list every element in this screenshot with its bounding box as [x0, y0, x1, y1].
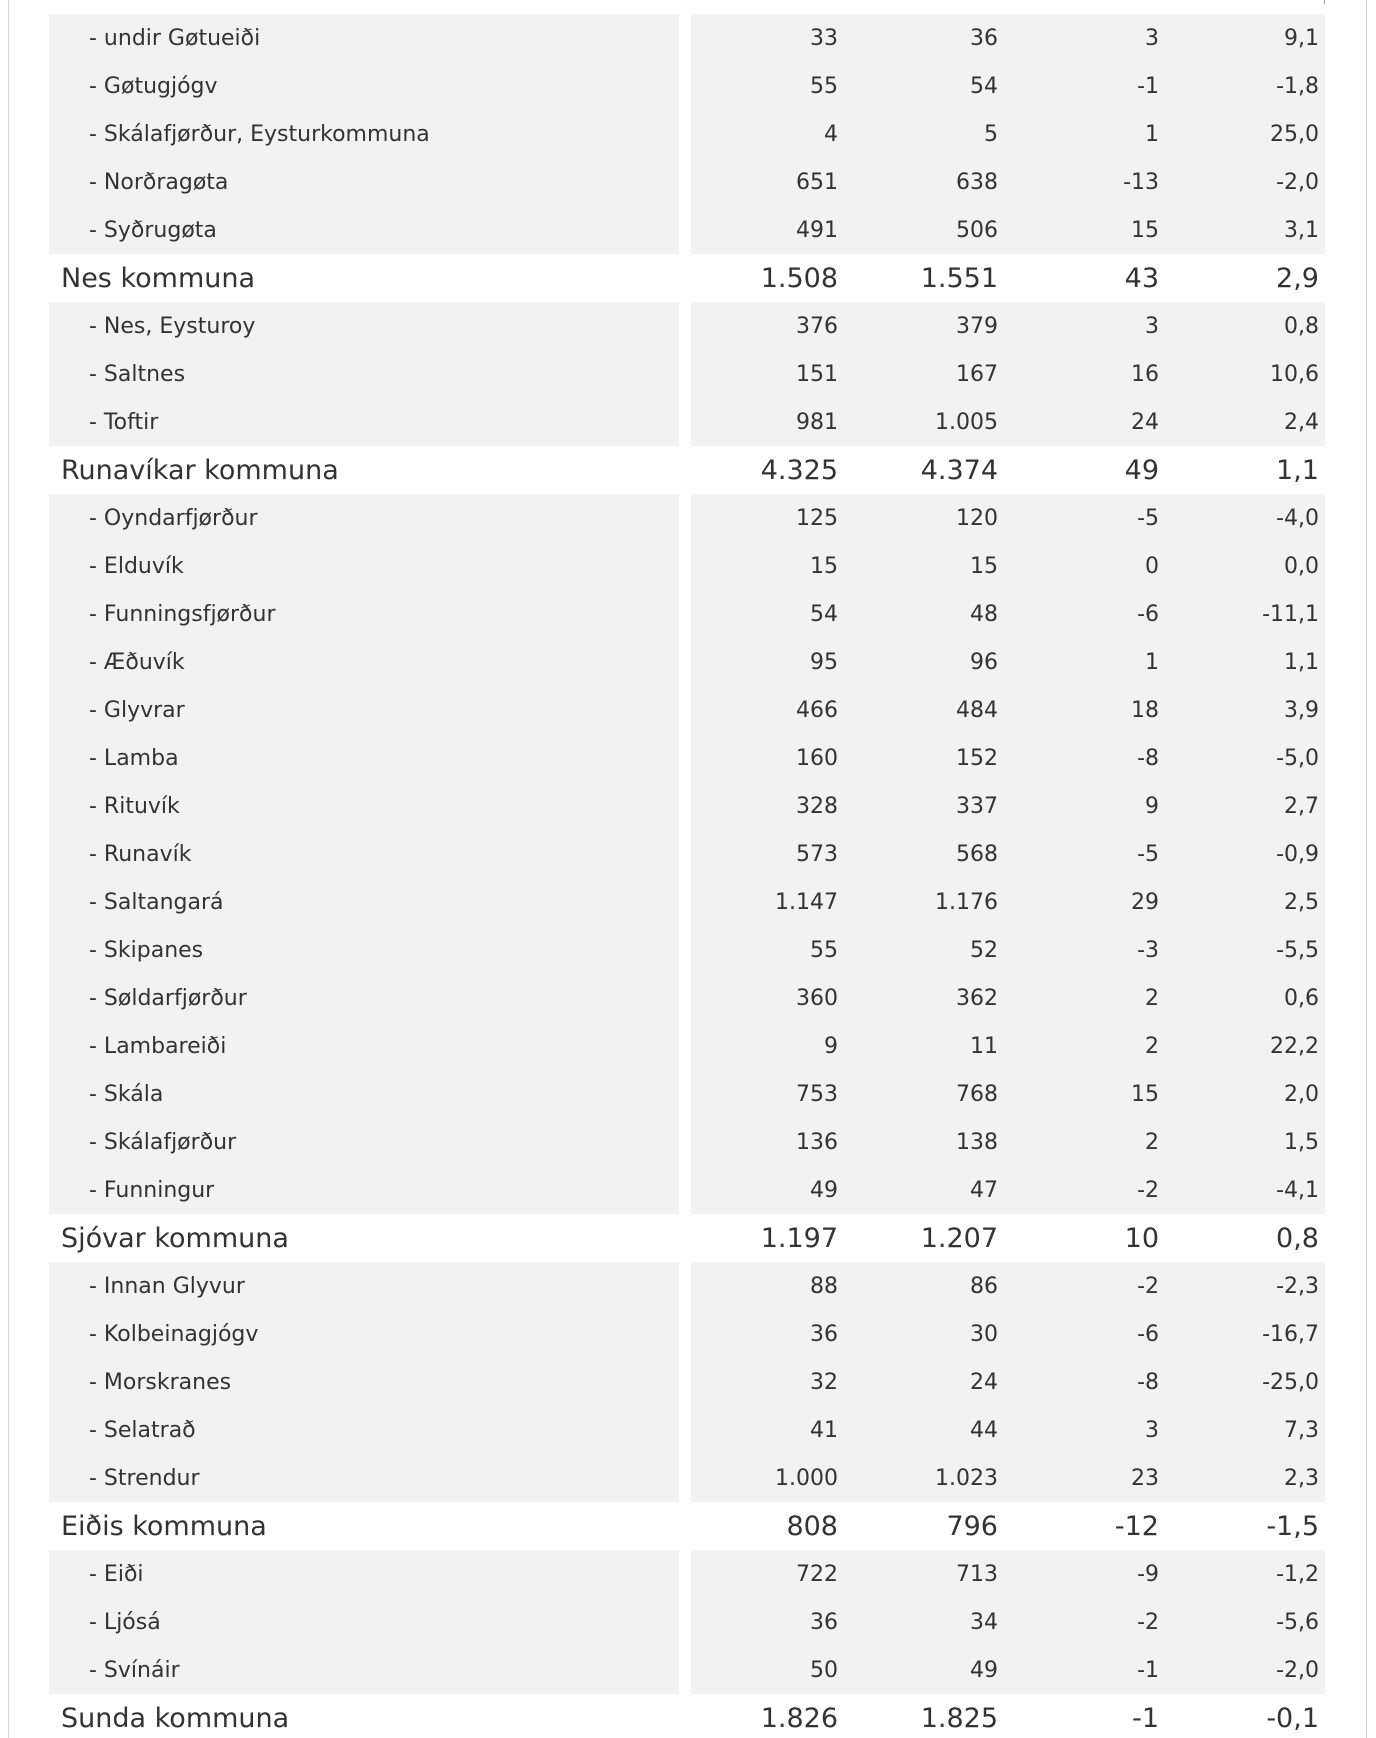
value-percent-change: -25,0 — [1262, 1369, 1319, 1395]
row-values — [691, 1454, 1325, 1502]
table-row-municipality — [49, 1502, 1325, 1550]
value-first-year: 573 — [796, 841, 838, 867]
value-change: -8 — [1137, 745, 1159, 771]
value-first-year: 160 — [796, 745, 838, 771]
value-percent-change: -4,0 — [1276, 505, 1319, 531]
value-change: -2 — [1137, 1177, 1159, 1203]
row-name: Sunda kommuna — [61, 1702, 290, 1734]
value-change: -1 — [1132, 1702, 1159, 1734]
table-row-village — [49, 1406, 1325, 1454]
value-change: 1 — [1145, 649, 1159, 675]
value-percent-change: 0,6 — [1284, 985, 1319, 1011]
value-change: 24 — [1131, 409, 1159, 435]
value-second-year: 49 — [970, 1657, 998, 1683]
value-first-year: 1.147 — [775, 889, 838, 915]
table-row-village — [49, 1310, 1325, 1358]
table-row-village — [49, 686, 1325, 734]
table-row-village — [49, 206, 1325, 254]
value-change: 2 — [1145, 985, 1159, 1011]
value-change: 15 — [1131, 217, 1159, 243]
row-values — [691, 734, 1325, 782]
row-values — [691, 302, 1325, 350]
row-name: - Toftir — [49, 398, 679, 446]
row-name: Eiðis kommuna — [61, 1510, 267, 1542]
row-name: - Skálafjørður, Eysturkommuna — [49, 110, 679, 158]
value-second-year: 379 — [956, 313, 998, 339]
value-first-year: 88 — [810, 1273, 838, 1299]
row-values — [691, 1310, 1325, 1358]
row-values — [691, 1598, 1325, 1646]
value-first-year: 32 — [810, 1369, 838, 1395]
table-row-village — [49, 110, 1325, 158]
table-row-village — [49, 782, 1325, 830]
row-values — [691, 62, 1325, 110]
value-second-year: 1.207 — [920, 1222, 998, 1254]
value-first-year: 54 — [810, 601, 838, 627]
value-first-year: 4 — [824, 121, 838, 147]
row-name: - Gøtugjógv — [49, 62, 679, 110]
value-percent-change: 9,1 — [1284, 25, 1319, 51]
value-change: 43 — [1124, 262, 1159, 294]
row-values — [691, 542, 1325, 590]
value-change: 16 — [1131, 361, 1159, 387]
value-percent-change: 1,1 — [1276, 454, 1319, 486]
value-percent-change: 0,8 — [1284, 313, 1319, 339]
value-second-year: 713 — [956, 1561, 998, 1587]
value-change: -6 — [1137, 601, 1159, 627]
table-row-village — [49, 158, 1325, 206]
value-percent-change: -2,0 — [1276, 169, 1319, 195]
value-change: 18 — [1131, 697, 1159, 723]
value-percent-change: 10,6 — [1270, 361, 1319, 387]
table-row-village — [49, 494, 1325, 542]
row-values — [691, 254, 1325, 302]
value-percent-change: 3,9 — [1284, 697, 1319, 723]
value-first-year: 55 — [810, 937, 838, 963]
value-first-year: 95 — [810, 649, 838, 675]
value-change: -2 — [1137, 1609, 1159, 1635]
value-first-year: 376 — [796, 313, 838, 339]
value-percent-change: 2,0 — [1284, 1081, 1319, 1107]
value-first-year: 981 — [796, 409, 838, 435]
value-first-year: 1.197 — [760, 1222, 838, 1254]
table-row-village — [49, 542, 1325, 590]
value-change: 1 — [1145, 121, 1159, 147]
value-percent-change: 0,8 — [1276, 1222, 1319, 1254]
table-row-village — [49, 734, 1325, 782]
row-values — [691, 1358, 1325, 1406]
row-values — [691, 494, 1325, 542]
value-first-year: 466 — [796, 697, 838, 723]
value-percent-change: -2,0 — [1276, 1657, 1319, 1683]
row-values — [691, 686, 1325, 734]
value-second-year: 1.825 — [920, 1702, 998, 1734]
row-values — [691, 1022, 1325, 1070]
value-second-year: 86 — [970, 1273, 998, 1299]
row-name: - Lamba — [49, 734, 679, 782]
table-row-village — [49, 1118, 1325, 1166]
table-row-village — [49, 1358, 1325, 1406]
population-table — [49, 14, 1325, 1738]
value-change: 49 — [1124, 454, 1159, 486]
row-name: - Syðrugøta — [49, 206, 679, 254]
value-change: -6 — [1137, 1321, 1159, 1347]
value-first-year: 4.325 — [760, 454, 838, 486]
row-name: - Glyvrar — [49, 686, 679, 734]
value-second-year: 796 — [946, 1510, 998, 1542]
value-percent-change: 0,0 — [1284, 553, 1319, 579]
value-first-year: 491 — [796, 217, 838, 243]
value-first-year: 151 — [796, 361, 838, 387]
value-first-year: 15 — [810, 553, 838, 579]
row-values — [691, 14, 1325, 62]
table-row-village — [49, 14, 1325, 62]
value-change: 2 — [1145, 1129, 1159, 1155]
value-percent-change: 7,3 — [1284, 1417, 1319, 1443]
value-second-year: 362 — [956, 985, 998, 1011]
value-first-year: 136 — [796, 1129, 838, 1155]
value-first-year: 360 — [796, 985, 838, 1011]
table-row-village — [49, 878, 1325, 926]
value-second-year: 638 — [956, 169, 998, 195]
value-change: -3 — [1137, 937, 1159, 963]
row-name: - Ljósá — [49, 1598, 679, 1646]
row-name: - Saltnes — [49, 350, 679, 398]
row-name: - Runavík — [49, 830, 679, 878]
table-row-village — [49, 1166, 1325, 1214]
row-values — [691, 206, 1325, 254]
row-values — [691, 446, 1325, 494]
value-first-year: 33 — [810, 25, 838, 51]
table-row-village — [49, 926, 1325, 974]
table-row-village — [49, 1454, 1325, 1502]
table-row-municipality — [49, 1694, 1325, 1738]
value-percent-change: 2,5 — [1284, 889, 1319, 915]
row-name: Sjóvar kommuna — [61, 1222, 289, 1254]
row-name: - Skála — [49, 1070, 679, 1118]
value-second-year: 48 — [970, 601, 998, 627]
scroll-edge-mark — [1318, 0, 1325, 4]
value-change: 3 — [1145, 1417, 1159, 1443]
table-row-village — [49, 1262, 1325, 1310]
value-second-year: 34 — [970, 1609, 998, 1635]
row-values — [691, 830, 1325, 878]
row-name: - Elduvík — [49, 542, 679, 590]
value-first-year: 125 — [796, 505, 838, 531]
value-first-year: 55 — [810, 73, 838, 99]
row-values — [691, 1118, 1325, 1166]
value-change: 2 — [1145, 1033, 1159, 1059]
row-values — [691, 1262, 1325, 1310]
row-values — [691, 350, 1325, 398]
value-change: -8 — [1137, 1369, 1159, 1395]
value-second-year: 47 — [970, 1177, 998, 1203]
value-first-year: 328 — [796, 793, 838, 819]
value-first-year: 651 — [796, 169, 838, 195]
table-row-village — [49, 398, 1325, 446]
row-values — [691, 1502, 1325, 1550]
value-percent-change: 2,3 — [1284, 1465, 1319, 1491]
value-first-year: 9 — [824, 1033, 838, 1059]
value-percent-change: 1,5 — [1284, 1129, 1319, 1155]
value-change: -5 — [1137, 505, 1159, 531]
row-name: - Nes, Eysturoy — [49, 302, 679, 350]
value-percent-change: -5,0 — [1276, 745, 1319, 771]
row-values — [691, 158, 1325, 206]
value-first-year: 49 — [810, 1177, 838, 1203]
value-first-year: 753 — [796, 1081, 838, 1107]
value-second-year: 96 — [970, 649, 998, 675]
table-row-municipality — [49, 1214, 1325, 1262]
value-second-year: 1.023 — [935, 1465, 998, 1491]
value-percent-change: -0,1 — [1266, 1702, 1319, 1734]
value-second-year: 1.551 — [920, 262, 998, 294]
row-name: - Skipanes — [49, 926, 679, 974]
value-second-year: 15 — [970, 553, 998, 579]
value-percent-change: -0,9 — [1276, 841, 1319, 867]
value-percent-change: -5,5 — [1276, 937, 1319, 963]
row-name: - Æðuvík — [49, 638, 679, 686]
value-change: -13 — [1123, 169, 1159, 195]
value-change: -2 — [1137, 1273, 1159, 1299]
value-second-year: 44 — [970, 1417, 998, 1443]
value-change: 0 — [1145, 553, 1159, 579]
table-row-village — [49, 1070, 1325, 1118]
value-percent-change: -1,2 — [1276, 1561, 1319, 1587]
row-name: - Kolbeinagjógv — [49, 1310, 679, 1358]
row-name: - Norðragøta — [49, 158, 679, 206]
value-percent-change: -16,7 — [1262, 1321, 1319, 1347]
value-percent-change: -11,1 — [1262, 601, 1319, 627]
value-second-year: 11 — [970, 1033, 998, 1059]
value-change: 3 — [1145, 313, 1159, 339]
table-row-village — [49, 1598, 1325, 1646]
value-second-year: 1.005 — [935, 409, 998, 435]
row-name: - Rituvík — [49, 782, 679, 830]
row-values — [691, 1214, 1325, 1262]
value-second-year: 54 — [970, 73, 998, 99]
row-values — [691, 974, 1325, 1022]
row-values — [691, 1166, 1325, 1214]
value-percent-change: -5,6 — [1276, 1609, 1319, 1635]
value-second-year: 138 — [956, 1129, 998, 1155]
row-name: - Innan Glyvur — [49, 1262, 679, 1310]
row-name: - undir Gøtueiði — [49, 14, 679, 62]
frame-right-border — [1366, 0, 1367, 1738]
frame-left-border — [8, 0, 9, 1738]
table-row-municipality — [49, 446, 1325, 494]
value-percent-change: -2,3 — [1276, 1273, 1319, 1299]
value-second-year: 768 — [956, 1081, 998, 1107]
value-percent-change: -4,1 — [1276, 1177, 1319, 1203]
value-second-year: 152 — [956, 745, 998, 771]
table-row-village — [49, 638, 1325, 686]
value-percent-change: 25,0 — [1270, 121, 1319, 147]
value-change: 23 — [1131, 1465, 1159, 1491]
value-first-year: 36 — [810, 1609, 838, 1635]
value-second-year: 36 — [970, 25, 998, 51]
table-row-village — [49, 590, 1325, 638]
row-values — [691, 1646, 1325, 1694]
table-row-village — [49, 1646, 1325, 1694]
value-first-year: 50 — [810, 1657, 838, 1683]
row-values — [691, 638, 1325, 686]
value-percent-change: -1,8 — [1276, 73, 1319, 99]
value-change: 9 — [1145, 793, 1159, 819]
row-values — [691, 1694, 1325, 1738]
value-second-year: 1.176 — [935, 889, 998, 915]
value-second-year: 506 — [956, 217, 998, 243]
value-percent-change: -1,5 — [1266, 1510, 1319, 1542]
value-change: -12 — [1114, 1510, 1159, 1542]
value-percent-change: 1,1 — [1284, 649, 1319, 675]
value-second-year: 24 — [970, 1369, 998, 1395]
row-values — [691, 926, 1325, 974]
row-values — [691, 1070, 1325, 1118]
row-name: - Søldarfjørður — [49, 974, 679, 1022]
table-row-village — [49, 350, 1325, 398]
row-name: - Funningur — [49, 1166, 679, 1214]
value-change: 15 — [1131, 1081, 1159, 1107]
value-change: -1 — [1137, 1657, 1159, 1683]
row-values — [691, 782, 1325, 830]
row-values — [691, 590, 1325, 638]
value-second-year: 484 — [956, 697, 998, 723]
row-values — [691, 110, 1325, 158]
table-row-municipality — [49, 254, 1325, 302]
value-change: 10 — [1124, 1222, 1159, 1254]
value-second-year: 30 — [970, 1321, 998, 1347]
value-first-year: 36 — [810, 1321, 838, 1347]
value-first-year: 1.508 — [760, 262, 838, 294]
row-values — [691, 398, 1325, 446]
value-second-year: 4.374 — [920, 454, 998, 486]
value-change: 29 — [1131, 889, 1159, 915]
row-values — [691, 1550, 1325, 1598]
value-change: -9 — [1137, 1561, 1159, 1587]
value-second-year: 120 — [956, 505, 998, 531]
table-row-village — [49, 1022, 1325, 1070]
row-name: - Oyndarfjørður — [49, 494, 679, 542]
row-name: - Svínáir — [49, 1646, 679, 1694]
row-name: - Eiði — [49, 1550, 679, 1598]
table-row-village — [49, 974, 1325, 1022]
table-row-village — [49, 1550, 1325, 1598]
value-first-year: 722 — [796, 1561, 838, 1587]
value-first-year: 41 — [810, 1417, 838, 1443]
value-percent-change: 2,9 — [1276, 262, 1319, 294]
value-second-year: 167 — [956, 361, 998, 387]
value-second-year: 52 — [970, 937, 998, 963]
row-name: Nes kommuna — [61, 262, 256, 294]
row-values — [691, 878, 1325, 926]
value-percent-change: 22,2 — [1270, 1033, 1319, 1059]
table-row-village — [49, 62, 1325, 110]
row-name: - Funningsfjørður — [49, 590, 679, 638]
value-percent-change: 3,1 — [1284, 217, 1319, 243]
value-change: 3 — [1145, 25, 1159, 51]
value-first-year: 1.826 — [760, 1702, 838, 1734]
row-name: - Lambareiði — [49, 1022, 679, 1070]
row-values — [691, 1406, 1325, 1454]
value-change: -5 — [1137, 841, 1159, 867]
value-second-year: 5 — [984, 121, 998, 147]
value-first-year: 808 — [786, 1510, 838, 1542]
row-name: - Strendur — [49, 1454, 679, 1502]
value-change: -1 — [1137, 73, 1159, 99]
value-second-year: 337 — [956, 793, 998, 819]
row-name: - Selatrað — [49, 1406, 679, 1454]
row-name: - Saltangará — [49, 878, 679, 926]
value-second-year: 568 — [956, 841, 998, 867]
value-percent-change: 2,7 — [1284, 793, 1319, 819]
table-row-village — [49, 830, 1325, 878]
row-name: Runavíkar kommuna — [61, 454, 339, 486]
value-percent-change: 2,4 — [1284, 409, 1319, 435]
table-row-village — [49, 302, 1325, 350]
row-name: - Morskranes — [49, 1358, 679, 1406]
row-name: - Skálafjørður — [49, 1118, 679, 1166]
value-first-year: 1.000 — [775, 1465, 838, 1491]
